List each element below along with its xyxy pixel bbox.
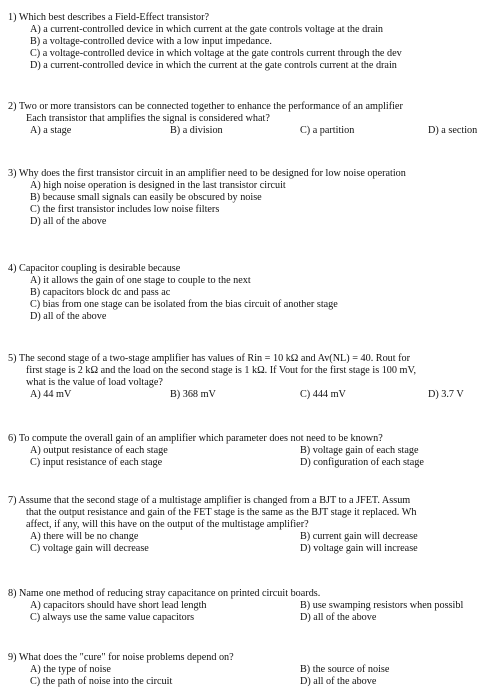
question-3-option-a: A) high noise operation is designed in the last transistor circuit [30,180,286,191]
question-8-option-a: A) capacitors should have short lead length [30,600,207,611]
question-6-stem: 6) To compute the overall gain of an amplifier which parameter does not need to be known? [8,433,383,444]
question-7-options-row-2 [8,543,498,555]
question-6-options-row-2 [8,457,498,469]
question-8 [8,588,498,624]
question-5-option-d: D) 3.7 V [428,389,464,400]
question-6-option-c: C) input resistance of each stage [30,457,163,468]
question-5 [8,353,498,401]
question-4 [8,263,498,323]
question-9 [8,652,498,688]
question-8-option-d: D) all of the above [300,612,377,623]
question-2-stem: 2) Two or more transistors can be connected together to enhance the performance of an amplifier [8,101,403,112]
question-2 [8,101,498,137]
question-3-option-b: B) because small signals can easily be obscured by noise [30,192,262,203]
question-1 [8,12,498,72]
question-7 [8,495,498,555]
question-9-option-c: C) the path of noise into the circuit [30,676,173,687]
question-2-option-b: B) a division [170,125,223,136]
question-6-option-b: B) voltage gain of each stage [300,445,419,456]
question-7-option-b: B) current gain will decrease [300,531,418,542]
question-4-option-b: B) capacitors block dc and pass ac [30,287,171,298]
question-4-option-c: C) bias from one stage can be isolated from the bias circuit of another stage [30,299,338,310]
question-5-stem-cont-1: first stage is 2 kΩ and the load on the second stage is 1 kΩ. If Vout for the first stage is 100 mV, [26,365,417,376]
question-1-option-c: C) a voltage-controlled device in which voltage at the gate controls current through the dev [30,48,402,59]
question-4-stem: 4) Capacitor coupling is desirable because [8,263,181,274]
question-5-option-b: B) 368 mV [170,389,216,400]
question-9-option-b: B) the source of noise [300,664,390,675]
question-7-options-row-1 [8,531,498,543]
question-3-option-d: D) all of the above [30,216,107,227]
question-7-option-a: A) there will be no change [30,531,139,542]
question-2-stem-cont: Each transistor that amplifies the signal is considered what? [26,113,270,124]
question-3-stem: 3) Why does the first transistor circuit in an amplifier need to be designed for low noise operation [8,168,406,179]
question-3-option-c: C) the first transistor includes low noise filters [30,204,220,215]
question-8-options-row-2 [8,612,498,624]
question-4-option-a: A) it allows the gain of one stage to couple to the next [30,275,251,286]
question-8-option-b: B) use swamping resistors when possibl [300,600,464,611]
question-1-option-b: B) a voltage-controlled device with a low input impedance. [30,36,272,47]
question-7-stem-cont-2: affect, if any, will this have on the output of the multistage amplifier? [26,519,309,530]
question-9-stem: 9) What does the "cure" for noise problems depend on? [8,652,234,663]
question-7-option-c: C) voltage gain will decrease [30,543,149,554]
question-6 [8,433,498,469]
question-2-option-a: A) a stage [30,125,72,136]
question-6-options-row-1 [8,445,498,457]
question-7-option-d: D) voltage gain will increase [300,543,418,554]
question-7-stem: 7) Assume that the second stage of a multistage amplifier is changed from a BJT to a JFET. Assum [8,495,411,506]
question-5-option-c: C) 444 mV [300,389,346,400]
question-2-options [8,125,498,137]
question-5-option-a: A) 44 mV [30,389,72,400]
question-9-option-a: A) the type of noise [30,664,111,675]
question-7-stem-cont-1: that the output resistance and gain of the FET stage is the same as the BJT stage it replaced. Wh [26,507,417,518]
question-5-stem: 5) The second stage of a two-stage amplifier has values of Rin = 10 kΩ and Av(NL) = 40. Rout for [8,353,411,364]
question-5-options [8,389,498,401]
question-2-option-d: D) a section [428,125,478,136]
question-2-option-c: C) a partition [300,125,355,136]
question-9-options-row-1 [8,664,498,676]
question-8-options-row-1 [8,600,498,612]
question-5-stem-cont-2: what is the value of load voltage? [26,377,163,388]
question-9-option-d: D) all of the above [300,676,377,687]
question-6-option-a: A) output resistance of each stage [30,445,168,456]
question-8-option-c: C) always use the same value capacitors [30,612,195,623]
question-4-option-d: D) all of the above [30,311,107,322]
question-3 [8,168,498,228]
question-1-option-d: D) a current-controlled device in which the current at the gate controls current at the drain [30,60,397,71]
question-6-option-d: D) configuration of each stage [300,457,424,468]
question-8-stem: 8) Name one method of reducing stray capacitance on printed circuit boards. [8,588,321,599]
question-9-options-row-2 [8,676,498,688]
question-1-stem: 1) Which best describes a Field-Effect transistor? [8,12,210,23]
question-1-option-a: A) a current-controlled device in which current at the gate controls voltage at the drain [30,24,384,35]
